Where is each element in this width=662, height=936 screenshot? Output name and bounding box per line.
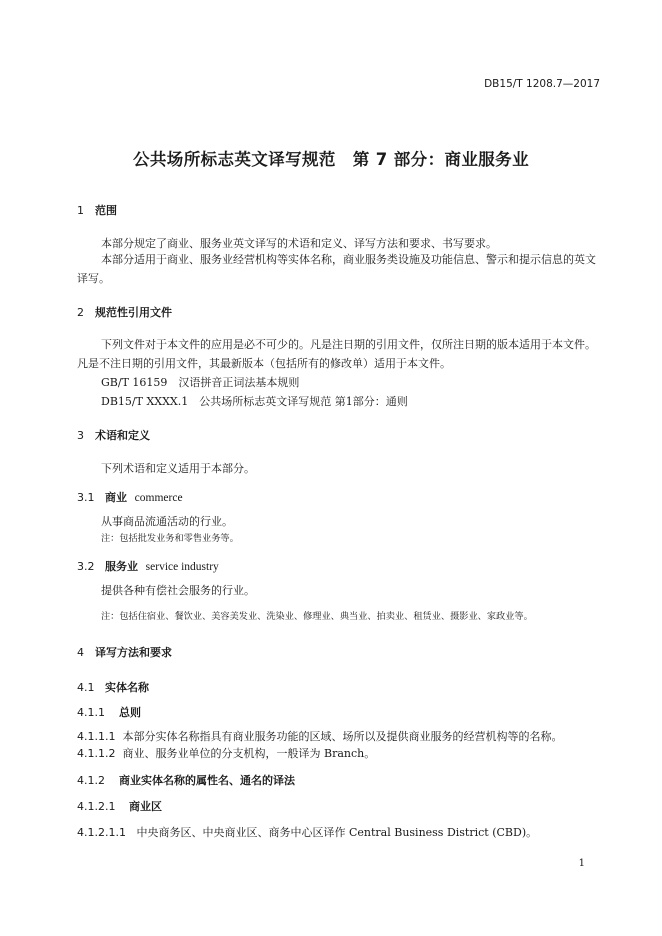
clause-number: 4.1.1.2 xyxy=(77,747,116,760)
clause-4-1-1-1 xyxy=(77,728,562,744)
section-title: 术语和定义 xyxy=(95,429,150,442)
section-number: 1 xyxy=(77,204,84,217)
section-title: 实体名称 xyxy=(105,681,149,694)
subsection-4-1-2-heading xyxy=(77,772,295,788)
section-title: 商业区 xyxy=(129,800,162,813)
term-number: 3.2 xyxy=(77,560,95,573)
section-2-heading xyxy=(77,304,172,320)
clause-4-1-2-1-1 xyxy=(77,824,537,840)
paragraph: 下列术语和定义适用于本部分。 xyxy=(101,462,255,475)
section-number: 2 xyxy=(77,306,84,319)
term-definition: 从事商品流通活动的行业。 xyxy=(101,515,233,528)
section-1-heading xyxy=(77,202,117,218)
section-title: 总则 xyxy=(119,706,141,719)
term-note: 注：包括批发业务和零售业务等。 xyxy=(101,533,239,544)
paragraph: 本部分规定了商业、服务业英文译写的术语和定义、译写方法和要求、书写要求。 xyxy=(101,237,497,250)
term-zh: 服务业 xyxy=(105,560,138,573)
term-3-2-heading xyxy=(77,558,219,574)
clause-number: 4.1.2.1.1 xyxy=(77,826,126,839)
document-title: 公共场所标志英文译写规范 第 7 部分：商业服务业 xyxy=(133,150,529,169)
section-number: 4.1 xyxy=(77,681,95,694)
page-number: 1 xyxy=(578,858,585,869)
clause-text: 中央商务区、中央商业区、商务中心区译作 Central Business District (CBD)。 xyxy=(136,826,538,839)
term-3-1-heading xyxy=(77,489,183,505)
subsection-4-1-1-heading xyxy=(77,704,141,720)
reference-item: DB15/T XXXX.1 公共场所标志英文译写规范 第1部分：通则 xyxy=(101,395,408,408)
section-number: 4.1.1 xyxy=(77,706,105,719)
paragraph: 本部分适用于商业、服务业经营机构等实体名称，商业服务类设施及功能信息、警示和提示信息的英文译写。 xyxy=(77,253,596,285)
term-note: 注：包括住宿业、餐饮业、美容美发业、洗染业、修理业、典当业、拍卖业、租赁业、摄影业、家政业等。 xyxy=(101,611,533,622)
term-en: service industry xyxy=(145,561,219,573)
clause-4-1-1-2 xyxy=(77,745,375,761)
section-number: 4.1.2 xyxy=(77,774,105,787)
paragraph: 下列文件对于本文件的应用是必不可少的。凡是注日期的引用文件，仅所注日期的版本适用于本文件。凡是不注日期的引用文件，其最新版本（包括所有的修改单）适用于本文件。 xyxy=(77,338,596,370)
standard-number: DB15/T 1208.7—2017 xyxy=(484,78,600,90)
clause-number: 4.1.1.1 xyxy=(77,730,116,743)
clause-text: 商业、服务业单位的分支机构，一般译为 Branch。 xyxy=(122,747,376,760)
section-title: 译写方法和要求 xyxy=(95,646,172,659)
section-4-heading xyxy=(77,644,172,660)
reference-item: GB/T 16159 汉语拼音正词法基本规则 xyxy=(101,376,300,389)
clause-text: 本部分实体名称指具有商业服务功能的区域、场所以及提供商业服务的经营机构等的名称。 xyxy=(122,730,563,743)
term-definition: 提供各种有偿社会服务的行业。 xyxy=(101,584,255,597)
section-number: 4.1.2.1 xyxy=(77,800,116,813)
section-title: 商业实体名称的属性名、通名的译法 xyxy=(119,774,295,787)
section-number: 4 xyxy=(77,646,84,659)
section-3-heading xyxy=(77,427,150,443)
subsection-4-1-heading xyxy=(77,679,149,695)
section-title: 规范性引用文件 xyxy=(95,306,172,319)
section-title: 范围 xyxy=(95,204,117,217)
term-zh: 商业 xyxy=(105,491,127,504)
term-en: commerce xyxy=(134,492,183,504)
section-number: 3 xyxy=(77,429,84,442)
subsection-4-1-2-1-heading xyxy=(77,798,162,814)
term-number: 3.1 xyxy=(77,491,95,504)
